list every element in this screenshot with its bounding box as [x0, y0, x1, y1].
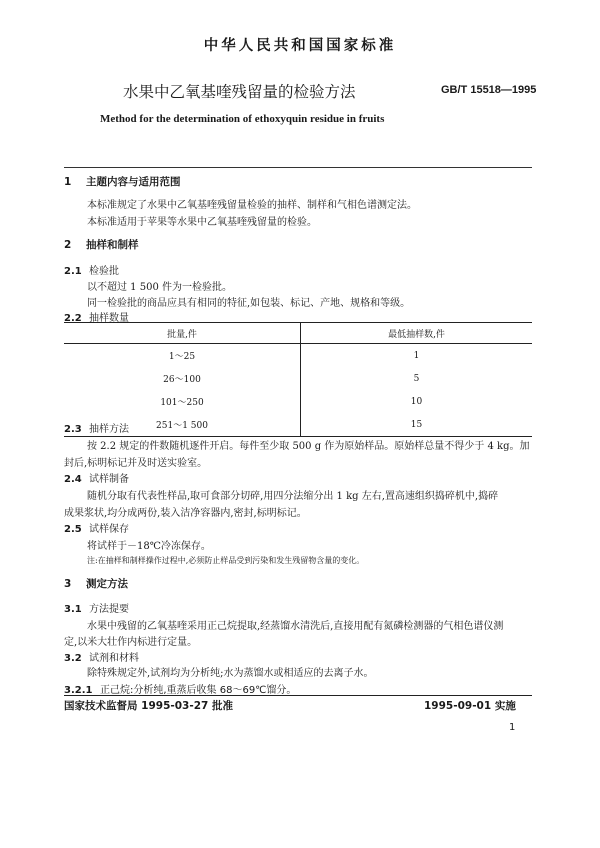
- section-2-heading: 2 抽样和制样: [64, 239, 139, 251]
- standard-code: GB/T 15518—1995: [441, 84, 537, 96]
- section-2-2-heading: 2.2 抽样数量: [64, 313, 129, 324]
- section-1-paragraph-1: 本标准规定了水果中乙氧基喹残留量检验的抽样、制样和气相色谱测定法。: [87, 200, 417, 211]
- table-cell-min-samples: 10: [410, 396, 423, 407]
- table-cell-lot-size: 26～100: [64, 367, 301, 390]
- section-2-1-heading: 2.1 检验批: [64, 266, 119, 277]
- section-3-2-paragraph-1: 除特殊规定外,试剂均为分析纯;水为蒸馏水或相适应的去离子水。: [87, 668, 374, 679]
- approval-date: 国家技术监督局 1995-03-27 批准: [64, 700, 233, 712]
- section-3-1-heading: 3.1 方法提要: [64, 604, 129, 615]
- table-header-row: [64, 323, 532, 344]
- table-row: [64, 390, 532, 413]
- section-2-3-heading: 2.3 抽样方法: [64, 424, 129, 435]
- section-3-2-heading: 3.2 试剂和材料: [64, 653, 139, 664]
- header-divider: [64, 167, 532, 168]
- section-3-heading: 3 测定方法: [64, 578, 128, 590]
- document-title: 水果中乙氧基喹残留量的检验方法: [123, 83, 356, 101]
- section-2-3-paragraph-1: 按 2.2 规定的件数随机逐件开启。每件至少取 500 g 作为原始样品。原始样总量不得少于 4 kg。加: [87, 441, 530, 452]
- table-cell-min-samples: 15: [301, 413, 533, 437]
- section-1-paragraph-2: 本标准适用于苹果等水果中乙氧基喹残留量的检验。: [87, 217, 317, 228]
- section-1-heading: 1 主题内容与适用范围: [64, 176, 181, 188]
- section-2-5-note: 注:在抽样和制样操作过程中,必须防止样品受到污染和发生残留物含量的变化。: [87, 556, 365, 565]
- effective-date: 1995-09-01 实施: [424, 700, 516, 712]
- standard-title: 中华人民共和国国家标准: [203, 38, 397, 54]
- table-header-min-samples: 最低抽样数,件: [301, 323, 533, 344]
- section-3-1-paragraph-1: 水果中残留的乙氧基喹采用正己烷提取,经蒸馏水清洗后,直接用配有氮磷检测器的气相色谱仪测: [87, 621, 504, 632]
- table-cell-min-samples: 1: [413, 350, 420, 361]
- section-2-1-paragraph-2: 同一检验批的商品应具有相同的特征,如包装、标记、产地、规格和等级。: [87, 298, 411, 309]
- section-2-4-paragraph-2: 成果浆状,均分成两份,装入洁净容器内,密封,标明标记。: [64, 508, 307, 519]
- table-cell-lot-size: 1～25: [64, 344, 301, 368]
- section-3-2-1-item: 3.2.1 正己烷:分析纯,重蒸后收集 68～69℃馏分。: [64, 685, 297, 696]
- section-2-5-paragraph-1: 将试样于－18℃冷冻保存。: [87, 541, 211, 552]
- table-cell-lot-size: 251～1 500: [64, 413, 301, 437]
- table-row: [64, 344, 532, 368]
- section-2-4-heading: 2.4 试样制备: [64, 474, 129, 485]
- table-row: [64, 367, 532, 390]
- section-2-4-paragraph-1: 随机分取有代表性样品,取可食部分切碎,用四分法缩分出 1 kg 左右,置高速组织捣碎机中,捣碎: [87, 491, 499, 502]
- sampling-quantity-table: [64, 322, 532, 437]
- section-2-1-paragraph-1: 以不超过 1 500 件为一检验批。: [87, 282, 232, 293]
- table-cell-min-samples: 5: [413, 373, 420, 384]
- table-header-lot-size: 批量,件: [64, 323, 301, 344]
- page-number: 1: [509, 722, 516, 733]
- section-2-3-paragraph-2: 封后,标明标记并及时送实验室。: [64, 458, 208, 469]
- english-title: Method for the determination of ethoxyquin residue in fruits: [100, 113, 385, 125]
- table-row: [64, 413, 532, 437]
- section-3-1-paragraph-2: 定,以米大壮作内标进行定量。: [64, 637, 198, 648]
- footer-divider: [64, 695, 532, 696]
- table-cell-lot-size: 101～250: [64, 390, 301, 413]
- section-2-5-heading: 2.5 试样保存: [64, 524, 129, 535]
